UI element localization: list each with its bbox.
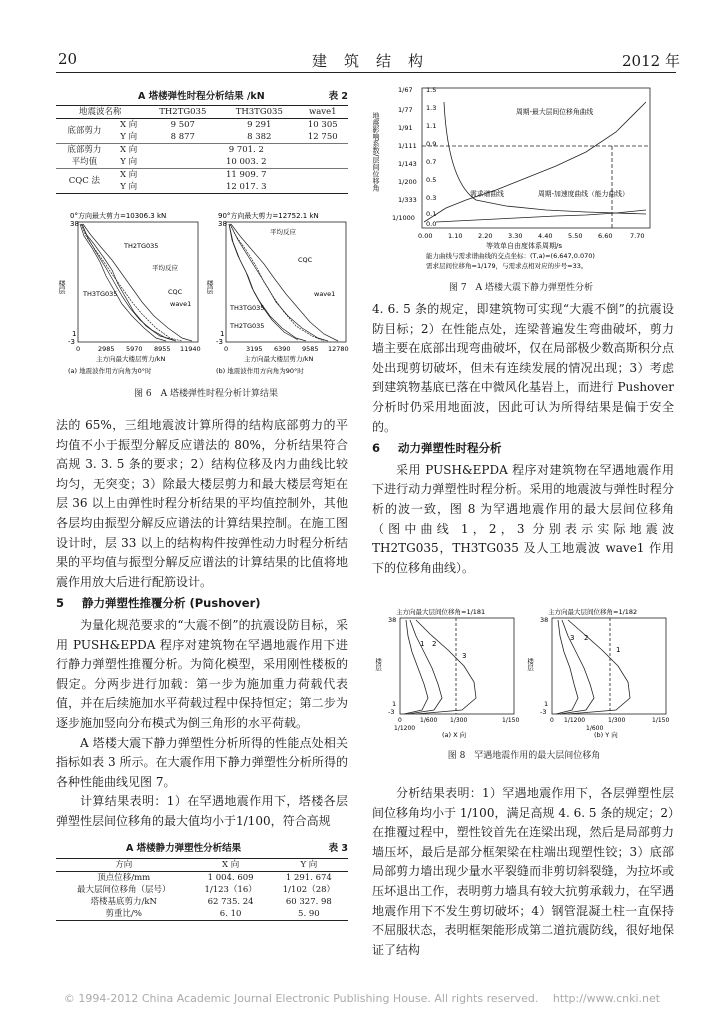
fig7-ytick-right: 0.5	[426, 176, 437, 184]
fig8a-ytick: -3	[388, 708, 395, 716]
table3-cell: 5. 90	[270, 908, 348, 921]
fig6a-series-label: TH2TG035	[124, 242, 159, 250]
table2-cell: 8 877	[145, 131, 221, 144]
fig7-ytick: 1/111	[398, 142, 417, 150]
fig8b-xtick: 1/300	[608, 717, 626, 724]
figure7-svg	[366, 82, 676, 274]
right-paragraph: 分析结果表明：1）罕遇地震作用下，各层弹塑性层间位移角均小于 1/100，满足高规 4. 6. 5 条的规定；2）在推覆过程中，塑性铰首先在连梁出现，然后是局部剪力墙压坏，最后是部分框架梁在柱端出现塑性铰；3）底部局部剪力墙出现少量水平裂缝而非剪切斜裂缝，为拉坏或压坏退出工作，表明剪力墙具有较大抗剪承载力，在罕遇地震作用下不发生剪切破坏；4）钢管混凝土柱一直保持不屈服状态，表明框架能形成第二道抗震防线，很好地保证了结构	[372, 786, 674, 957]
fig8a-curve-3	[416, 620, 476, 714]
fig6b-xtick: 0	[224, 345, 229, 353]
fig6b-series-label: 平均反应	[270, 228, 296, 236]
fig6a-ylabel: 楼层	[58, 280, 66, 294]
table2-cell: Y 向	[113, 156, 145, 169]
table2-cell: 10 003. 2	[145, 156, 348, 169]
fig8b-ytick: -3	[540, 708, 547, 716]
fig7-curve-capacity	[436, 210, 646, 222]
figure6-svg	[56, 210, 356, 378]
table2-cell: 12 017. 3	[145, 181, 348, 194]
fig8b-curve-label: 3	[570, 634, 575, 642]
fig8b-title: 主方向最大层间位移角=1/182	[548, 608, 638, 616]
fig8b-xtick: 1/1200	[564, 717, 586, 724]
fig6a-ytick: -3	[68, 338, 75, 346]
table-row	[56, 872, 348, 885]
fig6b-series-label: TH2TG035	[230, 322, 265, 330]
left-paragraph: 为量化规范要求的“大震不倒”的抗震设防目标，采用 PUSH&EPDA 程序对建筑物在罕遇地震作用下进行静力弹塑性推覆分析。为简化模型，采用刚性楼板的假定。分两步进行加载：第一步为施加重力荷载代表值，并在后续施加水平荷载过程中保持恒定；第二步为逐步施加竖向分布模式为倒三角形的水平荷载。	[56, 617, 348, 730]
table3-cell: 1 291. 674	[285, 872, 332, 883]
section6-heading	[372, 439, 674, 459]
section6-number: 6	[372, 441, 381, 456]
fig7-label-capacity: 周期-加速度曲线（能力曲线）	[538, 190, 629, 198]
fig8b-ytick: 38	[540, 616, 549, 624]
table3-caption: A 塔楼静力弹塑性分析结果	[126, 843, 242, 854]
figure6	[56, 210, 356, 399]
fig6b-ytick: -3	[216, 338, 223, 346]
table2-label: 表 2	[328, 91, 348, 102]
left-paragraph: 计算结果表明：1）在罕遇地震作用下，塔楼各层弹塑性层间位移角的最大值均小于1/100，符合高规	[56, 794, 348, 828]
table2-header: TH2TG035	[145, 106, 221, 119]
fig7-ytick-right: 0.0	[426, 220, 437, 228]
table3-cell: 6. 10	[192, 908, 270, 921]
fig8a-xtick: 1/300	[450, 717, 468, 724]
table2	[56, 105, 348, 194]
right-column-top	[372, 300, 674, 578]
left-paragraph: 法的 65%，三组地震波计算所得的结构底部剪力的平均值不小于振型分解反应谱法的 80%，分析结果符合高规 3. 3. 5 条的要求；2）结构位移及内力曲线比较均匀，无突变；3）除最大楼层剪力和最大楼层弯矩在层 36 以上由弹性时程分析结果的平均值控制外，其他各层均由振型分解反应谱法的计算结果控制。在施工图设计时，层 33 以上的结构构件按弹性动力时程分析结果的平均值与振型分解反应谱法的计算结果的比值将地震作用放大后进行配筋设计。	[56, 418, 348, 589]
fig8b-xtick: 1/150	[652, 717, 670, 724]
fig7-ylabel: 地震影响系数/层间位移角	[372, 112, 380, 192]
fig6b-subcaption: (b) 地震波作用方向角为90°时	[216, 367, 304, 375]
table2-header: wave1	[298, 106, 348, 119]
table2-cell: Y 向	[113, 181, 145, 194]
fig6b-xtick: 12780	[328, 345, 349, 353]
fig7-ytick: 1/91	[398, 124, 413, 132]
table2-header: 地震波名称	[56, 106, 145, 119]
fig6a-xtick: 11940	[180, 345, 201, 353]
table3-cell: 塔楼基底剪力/kN	[90, 896, 157, 907]
table2-cell: 9 507	[170, 119, 195, 130]
fig6a-series-label: CQC	[168, 288, 183, 296]
section5-heading	[56, 594, 348, 614]
section5-title: 静力弹塑性推覆分析 (Pushover)	[82, 596, 261, 611]
figure7	[366, 82, 676, 292]
fig6b-series-label: CQC	[298, 256, 313, 264]
fig8a-xticks	[394, 717, 519, 732]
table2-cell: 底部剪力	[56, 119, 113, 144]
fig8a-subcaption: (a) X 向	[442, 731, 467, 739]
figure8	[372, 606, 676, 761]
fig8b-ylabel: 楼层	[526, 658, 534, 671]
fig8a-ylabel: 楼层	[374, 658, 382, 671]
fig8a-curve-label: 2	[432, 640, 437, 648]
table3-cell: 剪重比/%	[56, 908, 192, 921]
table2-cell: 10 305	[307, 119, 338, 130]
fig7-ytick-right: 1.5	[426, 86, 437, 94]
fig6a-xtick: 0	[76, 345, 81, 353]
table-row	[56, 884, 348, 896]
fig6b-xlabel: 主方向最大楼层剪力/kN	[244, 355, 314, 363]
fig6a-ytick: 38	[70, 220, 79, 228]
fig7-xtick: 5.50	[568, 232, 583, 240]
fig6a-ytick: 1	[72, 330, 77, 338]
fig6a-title: 0°方向最大剪力=10306.3 kN	[70, 212, 167, 220]
fig8b-curves	[556, 618, 630, 714]
table3	[56, 858, 348, 921]
table3-cell: 1/123（16）	[204, 884, 257, 895]
table-row	[56, 908, 348, 921]
table2-cell: X 向	[120, 119, 138, 130]
fig6a-series-label: wave1	[170, 300, 192, 308]
fig7-xtick: 4.40	[538, 232, 553, 240]
fig8a-xtick: 1/600	[420, 717, 438, 724]
table2-cell: 底部剪力	[67, 144, 102, 155]
table2-cell: 9 291	[247, 119, 272, 130]
fig6a-xlabel: 主方向最大楼层剪力/kN	[96, 355, 166, 363]
fig7-ytick: 1/1000	[392, 214, 415, 222]
fig8b-ytick: 1	[544, 700, 549, 708]
fig6a-xtick: 8955	[154, 345, 171, 353]
fig7-ytick: 1/67	[398, 86, 413, 94]
fig7-ytick: 1/200	[398, 178, 417, 186]
fig8a-title: 主方向最大层间位移角=1/181	[396, 608, 486, 616]
fig7-ytick-right: 1.3	[426, 104, 437, 112]
fig7-label-demand: 需求谱曲线	[470, 190, 504, 198]
fig7-curves	[422, 102, 650, 228]
page-number: 20	[58, 50, 78, 68]
table2-header: TH3TG035	[221, 106, 297, 119]
fig7-ytick: 1/143	[398, 160, 417, 168]
fig8b-xtick: 1/600	[586, 725, 604, 732]
figure8-caption: 图 8 罕遇地震作用的最大层间位移角	[447, 751, 601, 761]
fig7-yticks	[392, 86, 436, 228]
table3-cell: 60 327. 98	[285, 896, 332, 907]
fig7-note: 能力曲线与需求谱曲线的交点坐标：(T,a)=(6.647,0.070)	[426, 252, 595, 260]
fig8a-ytick: 1	[392, 700, 397, 708]
table3-cell: 1/102（28）	[282, 884, 336, 895]
fig8a-curves	[404, 618, 476, 714]
table3-block	[56, 840, 348, 921]
fig7-xtick: 0.00	[418, 232, 433, 240]
fig8a-curve-label: 1	[420, 640, 425, 648]
left-column	[56, 416, 348, 831]
table3-header: 方向	[56, 859, 192, 872]
table2-cell: Y 向	[113, 131, 145, 144]
fig8a-xtick: 0	[398, 717, 402, 724]
fig6b-series-label: TH3TG035	[230, 304, 265, 312]
fig7-ytick: 1/333	[398, 196, 417, 204]
fig6a-xtick: 2985	[98, 345, 115, 353]
fig7-ytick-right: 0.1	[426, 210, 437, 218]
journal-title: 建 筑 结 构	[312, 52, 425, 70]
fig8b-subcaption: (b) Y 向	[594, 731, 618, 739]
table2-caption: A 塔楼弹性时程分析结果 /kN	[138, 91, 265, 102]
fig7-xtick: 3.30	[508, 232, 523, 240]
table2-cell: X 向	[120, 169, 138, 180]
right-column-bottom	[372, 784, 674, 960]
fig7-xtick: 1.10	[448, 232, 463, 240]
fig6b-title: 90°方向最大剪力=12752.1 kN	[218, 212, 319, 220]
fig7-curve-pushover	[424, 102, 646, 222]
table3-cell: 62 735. 24	[207, 896, 254, 907]
fig8b-curve-label: 2	[584, 634, 589, 642]
fig6b-ytick: 1	[220, 330, 225, 338]
fig8b-xtick: 0	[550, 717, 554, 724]
table3-header: X 向	[192, 859, 270, 872]
figure7-caption: 图 7 A 塔楼大震下静力弹塑性分析	[449, 283, 593, 293]
fig8a-curve-label: 3	[462, 652, 467, 660]
fig6b-ylabel: 楼层	[206, 280, 214, 294]
fig7-xtick: 2.20	[478, 232, 493, 240]
fig6a-xtick: 5970	[126, 345, 143, 353]
section5-number: 5	[56, 596, 65, 611]
fig7-ytick-right: 0.9	[426, 140, 437, 148]
fig6a-subcaption: (a) 地震波作用方向角为0°时	[68, 367, 152, 375]
right-paragraph: 采用 PUSH&EPDA 程序对建筑物在罕遇地震作用下进行动力弹塑性时程分析。采用的地震波与弹性时程分析的波一致，图 8 为罕遇地震作用的最大层间位移角（图中曲线 1，2，3 分别表示实际地震波 TH2TG035，TH3TG035 及人工地震波 wave1 作用下的位移角曲线）。	[372, 462, 674, 575]
table3-cell: 最大层间位移角（层号）	[76, 884, 171, 895]
fig7-label-pushover: 周期-最大层间位移角曲线	[516, 108, 594, 116]
fig6a-series-label: TH3TG035	[83, 290, 118, 298]
table-row	[56, 896, 348, 908]
fig8a-curve-2	[408, 620, 442, 714]
left-paragraph: A 塔楼大震下静力弹塑性分析所得的性能点处相关指标如表 3 所示。在大震作用下静力弹塑性分析所得的各种性能曲线见图 7。	[56, 735, 348, 789]
table2-cell: 9 701. 2	[228, 144, 264, 155]
fig7-xticks	[418, 232, 644, 240]
fig7-ytick-right: 1.1	[426, 122, 437, 130]
fig7-note: 需求层间位移角=1/179，与需求点相对应的步号=33。	[426, 262, 588, 270]
fig6b-xtick: 9585	[302, 345, 319, 353]
fig6a-series-label: 平均反应	[152, 264, 178, 272]
copyright-footer: © 1994-2012 China Academic Journal Electronic Publishing House. All rights reserved. http://www.cnki.net	[63, 992, 661, 1005]
fig7-ytick: 1/77	[398, 106, 413, 114]
fig7-xlabel: 等效单自由度体系周期/s	[486, 242, 563, 250]
fig6b-series-label: wave1	[314, 290, 336, 298]
fig6a-frame	[78, 222, 198, 342]
fig8a-xtick: 1/150	[502, 717, 520, 724]
table3-label: 表 3	[328, 843, 348, 854]
fig7-xtick: 7.70	[630, 232, 645, 240]
table2-cell: X 向	[120, 144, 138, 155]
journal-year: 2012 年	[622, 52, 680, 70]
figure8-svg	[372, 606, 676, 740]
table2-cell: 8 382	[221, 131, 297, 144]
right-paragraph: 4. 6. 5 条的规定，即建筑物可实现“大震不倒”的抗震设防目标；2）在性能点处，连梁普遍发生弯曲破坏，剪力墙主要在底部出现弯曲破坏，仅在局部极少数高斯积分点处出现剪切破坏，但未有连续发展的情况出现；3）考虑到建筑物基底已落在中微风化基岩上，而进行 Pushover 分析时仍采用地面波，因此可认为所得结果是偏于安全的。	[372, 302, 674, 434]
fig7-ytick-right: 0.7	[426, 158, 437, 166]
fig7-ytick-right: 0.3	[426, 194, 437, 202]
fig6b-ytick: 38	[218, 220, 227, 228]
table2-block	[56, 88, 348, 194]
fig8a-curve-1	[404, 620, 428, 714]
table2-cell: CQC 法	[56, 169, 113, 194]
fig6b-xtick: 3195	[246, 345, 263, 353]
figure6-caption: 图 6 A 塔楼弹性时程分析计算结果	[134, 389, 278, 399]
table3-cell: 顶点位移/mm	[97, 872, 151, 883]
table2-cell: 11 909. 7	[226, 169, 267, 180]
table3-header: Y 向	[270, 859, 348, 872]
fig8b-curve-label: 1	[616, 646, 621, 654]
section6-title: 动力弹塑性时程分析	[398, 441, 502, 456]
fig8b-xticks	[550, 717, 669, 732]
fig6b-xtick: 6390	[274, 345, 291, 353]
table3-cell: 1 004. 609	[207, 872, 254, 883]
table2-cell: 12 750	[298, 131, 348, 144]
table2-cell: 平均值	[56, 156, 113, 169]
fig7-xtick: 6.60	[598, 232, 613, 240]
header-rule	[56, 72, 676, 73]
fig8a-ytick: 38	[388, 616, 397, 624]
fig8a-xtick: 1/1200	[394, 725, 416, 732]
